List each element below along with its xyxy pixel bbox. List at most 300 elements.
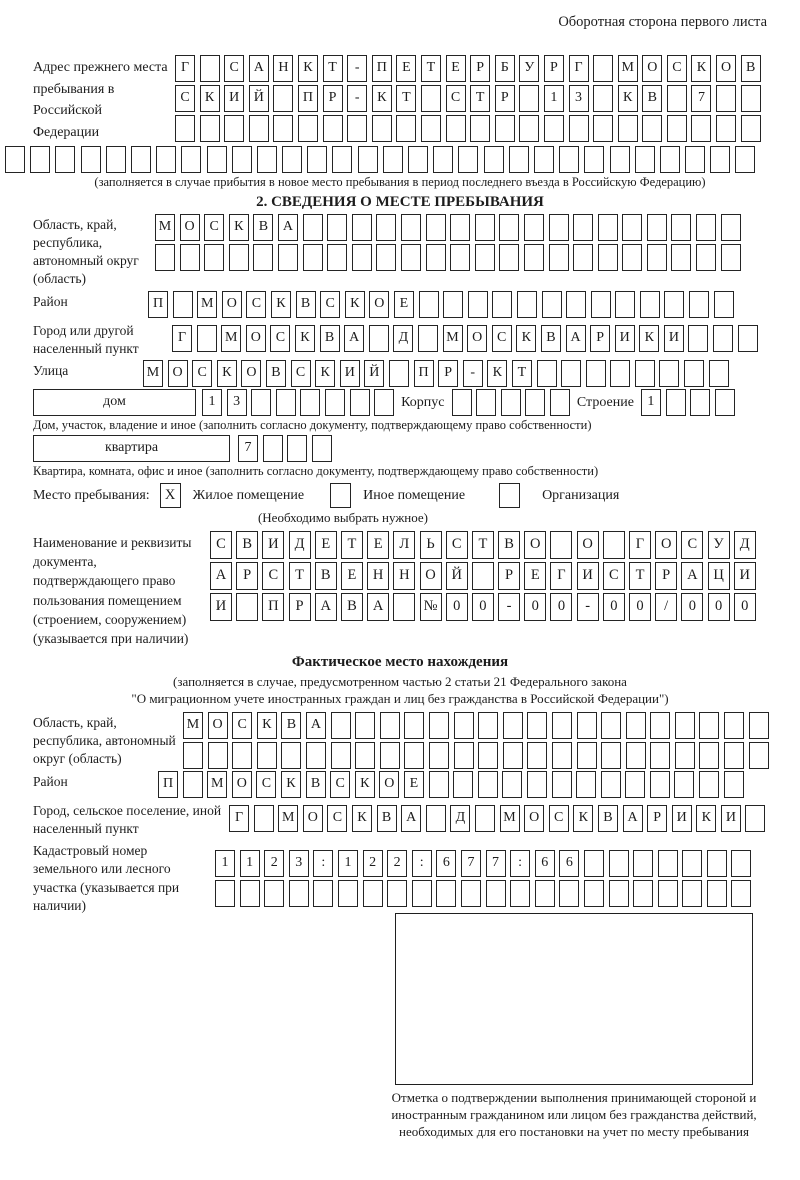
char-box: О — [168, 360, 188, 387]
char-box — [618, 115, 638, 142]
prev-address-rows — [175, 55, 761, 142]
char-box — [721, 214, 741, 241]
char-box: И — [734, 562, 756, 590]
char-box — [741, 115, 761, 142]
apartment-field — [33, 435, 767, 462]
char-box: С — [204, 214, 224, 241]
char-box: 6 — [436, 850, 456, 877]
char-box: 0 — [472, 593, 494, 621]
actual-city-label: Город, сельское поселение, иной населенный пункт — [33, 802, 222, 836]
char-box: И — [224, 85, 244, 112]
cadastral-row-1 — [215, 850, 751, 877]
char-box — [300, 389, 320, 416]
char-box — [350, 389, 370, 416]
char-box — [601, 742, 621, 769]
char-box — [610, 146, 630, 173]
char-box — [312, 435, 332, 462]
char-box — [155, 244, 175, 271]
char-box — [716, 85, 736, 112]
char-box: П — [262, 593, 284, 621]
char-box: Й — [446, 562, 468, 590]
char-box: М — [155, 214, 175, 241]
char-box — [443, 291, 463, 318]
char-box — [741, 85, 761, 112]
char-box: О — [303, 805, 323, 832]
char-box: Т — [341, 531, 363, 559]
char-box — [224, 115, 244, 142]
char-box: П — [298, 85, 318, 112]
char-box: И — [672, 805, 692, 832]
char-box: И — [664, 325, 684, 352]
char-box — [180, 244, 200, 271]
document-rows — [210, 531, 756, 621]
char-box — [534, 146, 554, 173]
char-box — [229, 244, 249, 271]
char-box — [682, 880, 702, 907]
actual-location-note-2: "О миграционном учете иностранных граждан и лиц без гражданства в Российской Федерации") — [131, 690, 669, 706]
char-box — [376, 244, 396, 271]
char-box — [495, 115, 515, 142]
char-box: О — [379, 771, 399, 798]
char-box: Н — [367, 562, 389, 590]
char-box — [731, 850, 751, 877]
char-box — [691, 115, 711, 142]
char-box — [412, 880, 432, 907]
char-box — [707, 880, 727, 907]
char-box: К — [298, 55, 318, 82]
char-box — [519, 115, 539, 142]
char-box: О — [208, 712, 228, 739]
char-box: В — [306, 771, 326, 798]
char-box — [642, 115, 662, 142]
char-box: Г — [229, 805, 249, 832]
char-box: С — [492, 325, 512, 352]
cadastral-row-2 — [215, 880, 751, 907]
char-box — [696, 244, 716, 271]
char-box — [254, 805, 274, 832]
char-box — [327, 244, 347, 271]
char-box: М — [197, 291, 217, 318]
char-box — [156, 146, 176, 173]
char-box: О — [655, 531, 677, 559]
char-box — [454, 742, 474, 769]
char-box — [609, 880, 629, 907]
actual-region-field — [33, 712, 767, 769]
char-box: Р — [590, 325, 610, 352]
char-box — [714, 291, 734, 318]
char-box: О — [524, 531, 546, 559]
char-box: С — [330, 771, 350, 798]
char-box — [475, 214, 495, 241]
char-box: 1 — [240, 850, 260, 877]
char-box — [660, 146, 680, 173]
char-box: В — [741, 55, 761, 82]
char-box: К — [696, 805, 716, 832]
char-box: : — [313, 850, 333, 877]
char-box: А — [566, 325, 586, 352]
char-box: Р — [498, 562, 520, 590]
char-box — [363, 880, 383, 907]
char-box — [281, 742, 301, 769]
char-box: Е — [404, 771, 424, 798]
char-box — [584, 850, 604, 877]
char-box — [510, 880, 530, 907]
char-box — [401, 214, 421, 241]
korpus-label: Корпус — [401, 394, 445, 410]
char-box: 1 — [338, 850, 358, 877]
char-box: О — [524, 805, 544, 832]
char-box — [374, 389, 394, 416]
char-box: О — [420, 562, 442, 590]
char-box — [450, 214, 470, 241]
char-box — [537, 360, 557, 387]
char-box: И — [262, 531, 284, 559]
char-box: К — [516, 325, 536, 352]
char-box — [499, 244, 519, 271]
char-box: С — [256, 771, 276, 798]
confirmation-block — [391, 913, 757, 1141]
char-box — [369, 325, 389, 352]
actual-location-title: Фактическое место нахождения — [291, 654, 509, 670]
char-box: А — [681, 562, 703, 590]
char-box — [55, 146, 75, 173]
char-box — [573, 214, 593, 241]
char-box — [173, 291, 193, 318]
char-box: 6 — [559, 850, 579, 877]
char-box — [745, 805, 765, 832]
char-box — [486, 880, 506, 907]
actual-location-note-1: (заполняется в случае, предусмотренном частью 2 статьи 21 Федерального закона — [173, 674, 627, 689]
char-box: П — [148, 291, 168, 318]
char-box — [566, 291, 586, 318]
char-box — [699, 712, 719, 739]
char-box: Р — [438, 360, 458, 387]
char-box: Е — [315, 531, 337, 559]
char-box — [478, 712, 498, 739]
char-box — [576, 771, 596, 798]
char-box — [635, 146, 655, 173]
document-field — [33, 531, 767, 648]
char-box: С — [175, 85, 195, 112]
char-box: С — [224, 55, 244, 82]
char-box: В — [377, 805, 397, 832]
char-box: С — [327, 805, 347, 832]
char-box — [355, 712, 375, 739]
char-box: О — [369, 291, 389, 318]
char-box — [552, 712, 572, 739]
char-box — [658, 880, 678, 907]
apartment-type-box: квартира — [33, 435, 230, 462]
char-box — [724, 742, 744, 769]
char-box: В — [341, 593, 363, 621]
cadastral-rows — [215, 840, 751, 907]
prev-address-row-4-fullwidth — [5, 146, 767, 173]
char-box — [389, 360, 409, 387]
char-box — [383, 146, 403, 173]
char-box: М — [221, 325, 241, 352]
char-box — [689, 291, 709, 318]
char-box — [257, 742, 277, 769]
char-box — [492, 291, 512, 318]
char-box — [713, 325, 733, 352]
char-box — [610, 360, 630, 387]
char-box: 6 — [535, 850, 555, 877]
char-box — [276, 389, 296, 416]
stay-type-note: (Необходимо выбрать нужное) — [257, 510, 429, 526]
char-box — [586, 360, 606, 387]
street-row — [143, 360, 729, 387]
char-box — [325, 389, 345, 416]
char-box — [372, 115, 392, 142]
char-box — [593, 115, 613, 142]
char-box — [552, 771, 572, 798]
city-row — [172, 320, 758, 352]
char-box — [675, 712, 695, 739]
char-box: И — [210, 593, 232, 621]
char-box: 1 — [641, 389, 661, 416]
char-box — [735, 146, 755, 173]
char-box: Р — [647, 805, 667, 832]
prev-address-note: (заполняется в случае прибытия в новое место пребывания в период последнего въезда в Российскую Федерацию) — [94, 174, 706, 189]
char-box — [429, 742, 449, 769]
char-box: Р — [323, 85, 343, 112]
checkbox-inoe-pomeshchenie — [330, 483, 351, 508]
char-box — [598, 244, 618, 271]
option-label-inoe: Иное помещение — [363, 487, 466, 503]
char-box — [215, 880, 235, 907]
char-box — [724, 771, 744, 798]
char-box — [207, 146, 227, 173]
char-box — [253, 244, 273, 271]
document-row-3 — [210, 593, 756, 621]
char-box — [484, 146, 504, 173]
char-box — [650, 771, 670, 798]
char-box — [550, 531, 572, 559]
prev-address-row-1 — [175, 55, 761, 82]
char-box — [208, 742, 228, 769]
char-box — [183, 771, 203, 798]
char-box: О — [577, 531, 599, 559]
char-box: 0 — [524, 593, 546, 621]
char-box — [696, 214, 716, 241]
char-box: В — [320, 325, 340, 352]
char-box — [232, 742, 252, 769]
actual-city-row — [229, 800, 765, 832]
char-box — [183, 742, 203, 769]
char-box — [282, 146, 302, 173]
char-box: У — [519, 55, 539, 82]
char-box — [298, 115, 318, 142]
prev-address-row-2 — [175, 85, 761, 112]
char-box: С — [446, 531, 468, 559]
char-box — [688, 325, 708, 352]
char-box: М — [443, 325, 463, 352]
actual-region-row-1 — [183, 712, 769, 739]
char-box — [647, 214, 667, 241]
char-box — [426, 805, 446, 832]
char-box: Н — [393, 562, 415, 590]
char-box — [584, 146, 604, 173]
char-box: 2 — [363, 850, 383, 877]
char-box — [601, 771, 621, 798]
char-box: И — [721, 805, 741, 832]
confirmation-stamp-box — [395, 913, 753, 1085]
char-box — [525, 389, 545, 416]
char-box — [561, 360, 581, 387]
char-box: Г — [569, 55, 589, 82]
char-box — [426, 244, 446, 271]
char-box — [472, 562, 494, 590]
char-box: Й — [364, 360, 384, 387]
house-field — [33, 389, 767, 416]
char-box: А — [278, 214, 298, 241]
char-box — [577, 712, 597, 739]
char-box — [404, 742, 424, 769]
char-box: С — [667, 55, 687, 82]
city-label: Город или другой населенный пункт — [33, 322, 139, 356]
region-label: Область, край, республика, автономный округ (область) — [33, 216, 139, 287]
char-box: 0 — [629, 593, 651, 621]
prev-address-label: Адрес прежнего места пребывания в Российской Федерации — [33, 60, 168, 141]
page-side-note: Оборотная сторона первого листа — [558, 14, 767, 30]
char-box — [204, 244, 224, 271]
region-row-2 — [155, 244, 741, 271]
char-box — [307, 146, 327, 173]
district-field — [33, 291, 767, 318]
char-box: К — [315, 360, 335, 387]
char-box — [542, 291, 562, 318]
char-box — [251, 389, 271, 416]
char-box: С — [210, 531, 232, 559]
char-box — [503, 742, 523, 769]
char-box — [721, 244, 741, 271]
char-box — [278, 244, 298, 271]
char-box — [303, 214, 323, 241]
district-row — [148, 291, 734, 318]
char-box: Е — [524, 562, 546, 590]
char-box — [640, 291, 660, 318]
char-box: Р — [236, 562, 258, 590]
char-box — [475, 805, 495, 832]
char-box: 0 — [603, 593, 625, 621]
char-box: - — [347, 85, 367, 112]
char-box — [591, 291, 611, 318]
prev-address-field — [33, 55, 767, 144]
actual-district-field — [33, 771, 767, 798]
char-box: С — [232, 712, 252, 739]
char-box: О — [716, 55, 736, 82]
char-box: О — [180, 214, 200, 241]
checkbox-zhiloe-pomeshchenie: X — [160, 483, 181, 508]
char-box — [633, 850, 653, 877]
char-box — [273, 85, 293, 112]
char-box: 7 — [691, 85, 711, 112]
char-box — [524, 244, 544, 271]
char-box — [626, 742, 646, 769]
char-box — [584, 880, 604, 907]
char-box: О — [241, 360, 261, 387]
char-box: 2 — [264, 850, 284, 877]
option-label-organizatsiya: Организация — [542, 487, 620, 503]
char-box: В — [541, 325, 561, 352]
char-box: С — [291, 360, 311, 387]
checkbox-organizatsiya — [499, 483, 520, 508]
char-box: 0 — [708, 593, 730, 621]
char-box — [323, 115, 343, 142]
char-box — [707, 850, 727, 877]
char-box — [175, 115, 195, 142]
char-box — [659, 360, 679, 387]
char-box: 0 — [681, 593, 703, 621]
char-box — [332, 146, 352, 173]
char-box: К — [200, 85, 220, 112]
char-box: Т — [421, 55, 441, 82]
char-box: У — [708, 531, 730, 559]
char-box: Е — [394, 291, 414, 318]
char-box: Т — [289, 562, 311, 590]
char-box: М — [500, 805, 520, 832]
char-box: М — [183, 712, 203, 739]
char-box — [380, 742, 400, 769]
char-box — [716, 115, 736, 142]
city-field — [33, 320, 767, 358]
char-box: С — [262, 562, 284, 590]
char-box — [527, 771, 547, 798]
char-box: - — [463, 360, 483, 387]
char-box — [517, 291, 537, 318]
char-box — [421, 85, 441, 112]
char-box: Г — [629, 531, 651, 559]
char-box: О — [246, 325, 266, 352]
char-box: / — [655, 593, 677, 621]
char-box: А — [315, 593, 337, 621]
char-box — [446, 115, 466, 142]
char-box — [685, 146, 705, 173]
char-box: И — [577, 562, 599, 590]
char-box — [749, 712, 769, 739]
char-box: - — [577, 593, 599, 621]
char-box: Р — [470, 55, 490, 82]
district-label: Район — [33, 293, 68, 309]
char-box — [401, 244, 421, 271]
char-box: : — [510, 850, 530, 877]
document-label: Наименование и реквизиты документа, подтверждающего право пользования помещением (строением, сооружением) (указывается при наличии) — [33, 535, 192, 646]
char-box: А — [249, 55, 269, 82]
char-box: Т — [629, 562, 651, 590]
char-box: К — [372, 85, 392, 112]
char-box: В — [498, 531, 520, 559]
char-box — [573, 244, 593, 271]
char-box: А — [306, 712, 326, 739]
char-box: 0 — [550, 593, 572, 621]
char-box — [749, 742, 769, 769]
char-box — [393, 593, 415, 621]
char-box — [433, 146, 453, 173]
char-box — [509, 146, 529, 173]
char-box: С — [270, 325, 290, 352]
char-box — [421, 115, 441, 142]
char-box: Т — [323, 55, 343, 82]
char-box: Ь — [420, 531, 442, 559]
char-box: И — [340, 360, 360, 387]
char-box: К — [352, 805, 372, 832]
char-box — [569, 115, 589, 142]
char-box — [327, 214, 347, 241]
char-box: К — [355, 771, 375, 798]
char-box: С — [549, 805, 569, 832]
actual-region-row-2 — [183, 742, 769, 769]
apartment-cells — [238, 435, 332, 462]
